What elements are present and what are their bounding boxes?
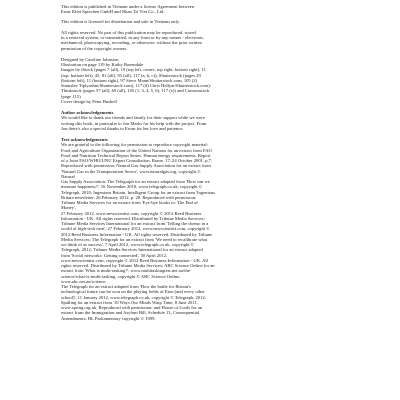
text-acknowledgements	[61, 137, 346, 321]
text-line: extract from the Immigration and Asylum Bill, Schedule 13, Consequential	[61, 310, 200, 316]
text-line: Britain newsletter, 26 February 2012, p. 28. Reproduced with permission;	[61, 194, 197, 200]
rights-line: in a retrieval system, or transmitted, in any form or by any means - electronic,	[61, 35, 205, 40]
text-line: Reproduced with permission; Natural Gas Supply Association for an extract from	[61, 163, 211, 169]
author-line: Jon there's also a special thanks to Ewan for her love and patience.	[61, 125, 184, 131]
credits-line: Images by iStock (pages 7 (all), 19 (top left, centre, top right, bottom right), 11	[61, 67, 206, 73]
text-line: Telegraph, 2010; Ingenious Britain, Intelligent Group for an extract from 'Ingenious	[61, 189, 216, 195]
rights-block	[61, 30, 346, 51]
publication-line: This edition is licensed for distribution and sale in Vietnam only.	[61, 18, 180, 24]
text-line: rights reserved. Distributed by Tribune Media Services; ABC Science Online for an	[61, 263, 215, 268]
text-line: Natural	[61, 173, 75, 179]
text-line: Tribune Media Services for an extract from 'Eye-bye books to: The End of	[61, 200, 198, 205]
text-line: Food and Agriculture Organization of the United Nations for an extract from FAO	[61, 147, 212, 153]
text-line: 2012 Reed Business Information - UK. All rights reserved. Distributed by Tribune	[61, 231, 213, 237]
text-line: measure happiness?', 16 November 2010, www.telegraph.co.uk, copyright ©	[61, 184, 203, 190]
text-line: from 'Social networks: Getting connected', 30 April 2012,	[61, 252, 168, 258]
text-line: Gas Supply Association; The Telegraph for an extract adapted from 'How can we	[61, 179, 210, 184]
rights-line: mechanical, photocopying, recording, or otherwise, without the prior written	[61, 40, 202, 46]
rights-line: All rights reserved. No part of this publication may be reproduced, stored	[61, 29, 196, 35]
text-line: science/what-is-multi-tasking, copyright © ABC Science Online,	[61, 273, 181, 279]
text-line: Tribune Media Services International for an extract from 'Telling the chemo in a	[61, 221, 209, 226]
text-line: Telegraph, 2012; Tribune Media Services International for an extract adapted	[61, 247, 203, 253]
text-line: www.spring.org.uk. Reproduced with permission; and House of Lords for an	[61, 305, 203, 310]
author-heading: Author acknowledgements	[61, 110, 114, 115]
credits-line: Stanislav Tiplyashin/Shutterstock.com), 117 (d) Chris Hellyar/Shutterstock.com);	[61, 83, 211, 88]
text-line: Spalling for an extract from '10 Ways Our Minds Warp Time, 8 June 2011,	[61, 299, 198, 305]
text-line: school)', 11 January 2012, www.telegraph.co.uk, copyright © Telegraph, 2012;	[61, 294, 206, 300]
text-line: We are grateful to the following for permission to reproduce copyright material:	[61, 142, 208, 148]
publication-line: Ernst Klett Sprachen GmbH and Nhan Tri Viet Co., Ltd.	[61, 9, 165, 15]
author-line: We would like to thank our friends and family for their support while we were	[61, 115, 205, 121]
text-line: of a Joint FAO/WHO/UNU Expert Consultation, Rome, 17–24 October 2001, p.7.	[61, 158, 213, 163]
text-line: we think of as success', 7 April 2012, www.telegraph.co.uk, copyright ©	[61, 242, 195, 247]
text-line: www.abc.net.au/science;	[61, 278, 107, 284]
credits-line: (page 115)	[61, 93, 81, 99]
credits-line: Cover design by Peter Bushell	[61, 98, 117, 104]
text-line: Food and Nutrition Technical Report Series. Human energy requirements. Report	[61, 152, 211, 158]
text-line: world of high-tech treat', 27 February 2012, www.newscientist.com, copyright ©	[61, 226, 210, 232]
publication-block	[61, 4, 346, 24]
imprint-column	[61, 4, 346, 321]
credits-line: Designed by Caroline Johnston	[61, 56, 119, 62]
rights-line: permission of the copyright owners.	[61, 45, 128, 51]
text-heading: Text acknowledgements	[61, 137, 108, 142]
text-line: Amendments, HL Parliamentary copyright © 1999.	[61, 315, 156, 321]
publication-line: This edition is published in Vietnam under a license Agreement between	[61, 4, 195, 9]
text-line: extract from 'What is multi-tasking?', www.multitaskingtest.net.au/the-	[61, 268, 192, 274]
text-line: The Telegraph for an extract adapted from 'How the battle for Britain's	[61, 284, 191, 289]
credits-line: (top, bottom left), 45, 81 (all), 93 (all), 117 (a, b, c)); Shutterstock (pages 29	[61, 72, 201, 78]
author-line: writing this book, in particular to Jon Marks for his help with the project. From	[61, 120, 207, 126]
text-line: Money',	[61, 205, 76, 211]
credits-line: (bottom left), 11 (bottom right), 97 Steve Mann/Shutterstock.com, 105 (2)	[61, 77, 198, 83]
text-line: Media Services; The Telegraph for an extract from 'We need to recalibrate what	[61, 236, 208, 242]
text-line: 'Natural Gas in the Transportation Sector', www.naturalgas.org, copyright ©	[61, 168, 201, 174]
text-line: 27 February 2012, www.newscientist.com, copyright © 2012 Reed Business	[61, 210, 202, 216]
credits-block	[61, 57, 346, 104]
text-line: Information - UK. All rights reserved. Distributed by Tribune Media Services;	[61, 215, 205, 221]
credits-line: Illustration on page 119 by Kathy Baxendale	[61, 62, 144, 67]
credits-line: Thinkstock (pages 57 (all), 69 (all), 105 (1, 3, 4, 5, 6), 117 (e)) and Cartoonstock	[61, 88, 210, 94]
author-acknowledgements	[61, 110, 346, 131]
text-line: www.newscientist.com, copyright © 2012 Reed Business Information - UK. All	[61, 257, 208, 263]
text-line: technological future can be won on the playing fields of Eton (and every other	[61, 289, 205, 295]
